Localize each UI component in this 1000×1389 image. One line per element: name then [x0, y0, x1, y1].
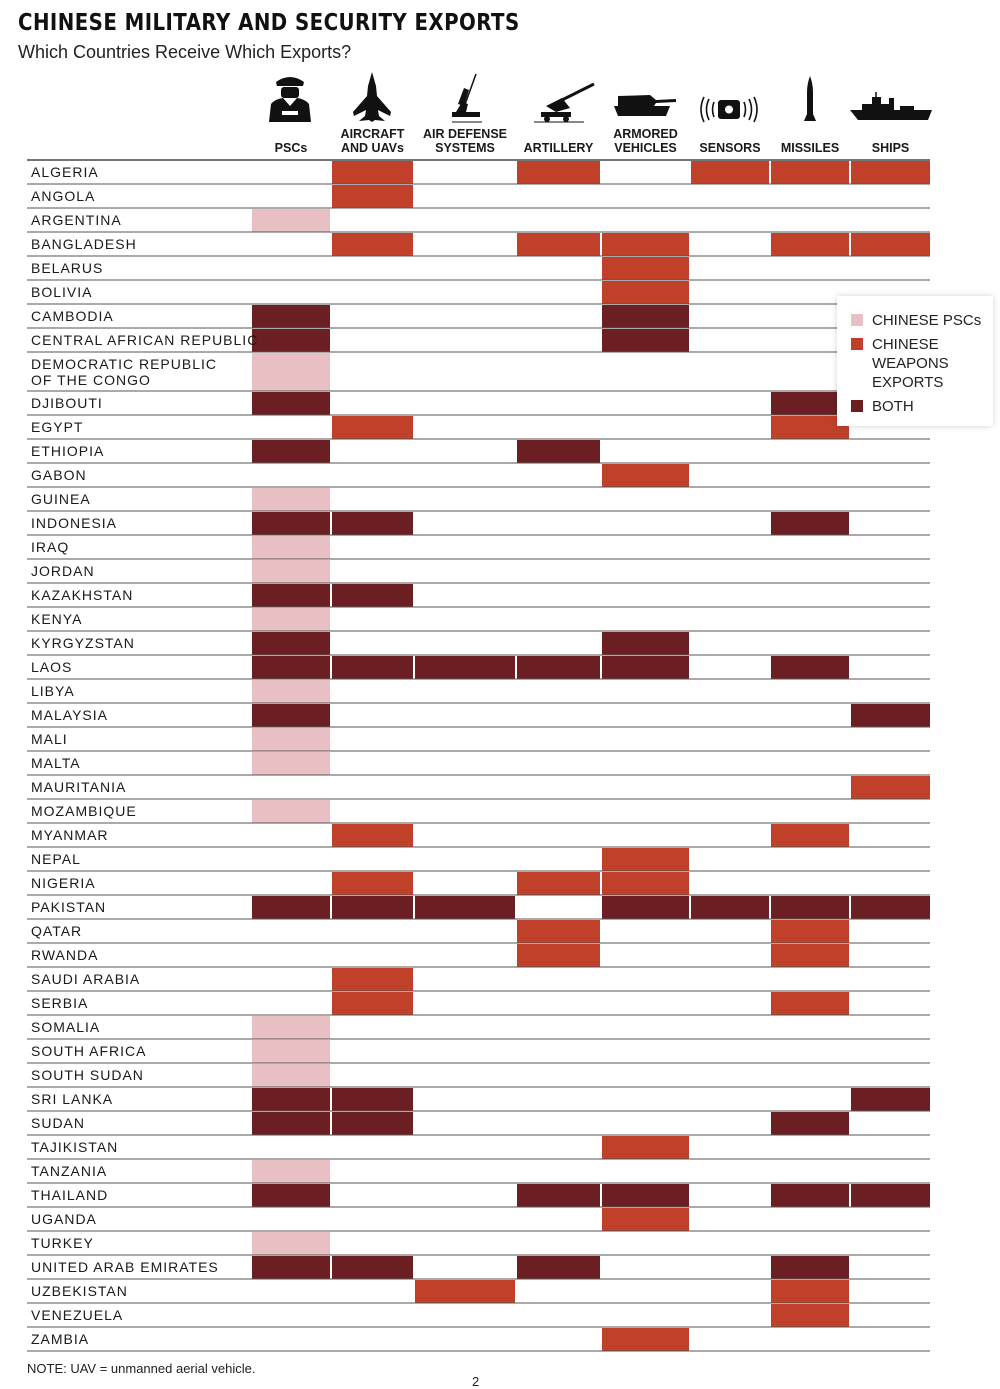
- column-label: SENSORS: [699, 141, 761, 155]
- row-label: MALI: [31, 731, 68, 747]
- soldier-icon: [269, 77, 311, 122]
- matrix-cell: [252, 608, 330, 631]
- matrix-cell: [332, 416, 413, 439]
- row-label: EGYPT: [31, 419, 84, 435]
- matrix-cell: [252, 1160, 330, 1183]
- legend-swatch-weapons: [851, 338, 863, 350]
- matrix-cell: [252, 560, 330, 583]
- row-label: SUDAN: [31, 1115, 86, 1131]
- matrix-cell: [252, 488, 330, 511]
- matrix-cell: [771, 824, 849, 847]
- matrix-cell: [851, 1088, 930, 1111]
- matrix-cell: [851, 233, 930, 256]
- matrix-cell: [602, 1208, 689, 1231]
- matrix-cell: [691, 896, 769, 919]
- matrix-cell: [332, 233, 413, 256]
- row-label: UZBEKISTAN: [31, 1283, 128, 1299]
- row-label: SAUDI ARABIA: [31, 971, 141, 987]
- matrix-cell: [771, 944, 849, 967]
- artillery-gun-icon: [534, 84, 594, 122]
- matrix-cell: [851, 896, 930, 919]
- column-label: AIRCRAFT AND UAVs: [340, 127, 405, 155]
- row-label: UNITED ARAB EMIRATES: [31, 1259, 219, 1275]
- row-label: LIBYA: [31, 683, 75, 699]
- matrix-cell: [602, 872, 689, 895]
- matrix-cell: [252, 1040, 330, 1063]
- matrix-cell: [252, 305, 330, 328]
- row-label: GUINEA: [31, 491, 91, 507]
- matrix-cell: [517, 161, 600, 184]
- legend-swatch-psc: [851, 314, 863, 326]
- matrix-cell: [851, 1184, 930, 1207]
- row-label: TANZANIA: [31, 1163, 108, 1179]
- row-label: CENTRAL AFRICAN REPUBLIC: [31, 332, 259, 348]
- matrix-cell: [252, 392, 330, 415]
- chart-title: CHINESE MILITARY AND SECURITY EXPORTS: [18, 10, 520, 36]
- row-label: KENYA: [31, 611, 83, 627]
- matrix-cell: [415, 656, 515, 679]
- matrix-cell: [332, 185, 413, 208]
- matrix-cell: [252, 1184, 330, 1207]
- matrix-cell: [517, 440, 600, 463]
- matrix-cell: [252, 1256, 330, 1279]
- matrix-cell: [332, 1088, 413, 1111]
- sensor-icon: [701, 97, 757, 122]
- matrix-cell: [252, 353, 330, 391]
- matrix-cell: [602, 848, 689, 871]
- matrix-cell: [602, 281, 689, 304]
- legend-label-weapons: CHINESE WEAPONS EXPORTS: [872, 336, 949, 391]
- matrix-cell: [332, 872, 413, 895]
- matrix-cell: [252, 632, 330, 655]
- row-label: BELARUS: [31, 260, 104, 276]
- column-label: MISSILES: [780, 141, 840, 155]
- matrix-cell: [771, 896, 849, 919]
- matrix-cell: [771, 1112, 849, 1135]
- column-label: PSCs: [274, 141, 308, 155]
- matrix-cell: [602, 464, 689, 487]
- matrix-cell: [517, 1256, 600, 1279]
- matrix-cell: [252, 1112, 330, 1135]
- row-label: MYANMAR: [31, 827, 109, 843]
- matrix-cell: [252, 512, 330, 535]
- matrix-cell: [252, 704, 330, 727]
- row-label: ALGERIA: [31, 164, 99, 180]
- matrix-cell: [332, 992, 413, 1015]
- row-label: ZAMBIA: [31, 1331, 90, 1347]
- column-label: ARMORED VEHICLES: [613, 127, 678, 155]
- matrix-cell: [771, 992, 849, 1015]
- matrix-cell: [517, 233, 600, 256]
- matrix-cell: [252, 896, 330, 919]
- column-label-layer: [275, 127, 910, 155]
- legend-label-both: BOTH: [872, 398, 914, 415]
- matrix-cell: [332, 512, 413, 535]
- matrix-cell: [771, 512, 849, 535]
- row-label-layer: [31, 164, 258, 1347]
- legend-swatch-both: [851, 400, 863, 412]
- row-label: RWANDA: [31, 947, 99, 963]
- row-label: DJIBOUTI: [31, 395, 103, 411]
- matrix-cell: [771, 233, 849, 256]
- matrix-cell: [252, 536, 330, 559]
- matrix-cell: [602, 1184, 689, 1207]
- row-label: THAILAND: [31, 1187, 109, 1203]
- row-label: MOZAMBIQUE: [31, 803, 137, 819]
- missile-launcher-icon: [452, 74, 482, 122]
- matrix-cell: [252, 209, 330, 232]
- matrix-cell: [771, 1184, 849, 1207]
- matrix-cell: [771, 1256, 849, 1279]
- column-label: AIR DEFENSE SYSTEMS: [422, 127, 508, 155]
- matrix-cell: [332, 656, 413, 679]
- matrix-cell: [252, 800, 330, 823]
- matrix-cell: [517, 656, 600, 679]
- matrix-cell: [771, 1280, 849, 1303]
- row-label: MALTA: [31, 755, 81, 771]
- chart-subtitle: Which Countries Receive Which Exports?: [18, 42, 352, 62]
- matrix-cell: [252, 1016, 330, 1039]
- matrix-cell: [602, 305, 689, 328]
- row-label: IRAQ: [31, 539, 70, 555]
- row-label: SRI LANKA: [31, 1091, 114, 1107]
- row-label: ARGENTINA: [31, 212, 122, 228]
- warship-icon: [850, 92, 932, 120]
- row-label: MAURITANIA: [31, 779, 127, 795]
- matrix-cell: [602, 1328, 689, 1351]
- matrix-cell: [602, 896, 689, 919]
- row-label: INDONESIA: [31, 515, 118, 531]
- row-label: SOMALIA: [31, 1019, 101, 1035]
- row-label: PAKISTAN: [31, 899, 107, 915]
- matrix-cell: [332, 896, 413, 919]
- legend-label-psc: CHINESE PSCs: [872, 312, 982, 329]
- matrix-cell: [517, 920, 600, 943]
- row-label: ANGOLA: [31, 188, 96, 204]
- matrix-cell: [691, 161, 769, 184]
- row-label: NEPAL: [31, 851, 81, 867]
- matrix-cell: [415, 1280, 515, 1303]
- matrix-cell: [332, 584, 413, 607]
- matrix-cell: [771, 920, 849, 943]
- matrix-cell: [602, 632, 689, 655]
- row-label: JORDAN: [31, 563, 95, 579]
- row-label: LAOS: [31, 659, 73, 675]
- row-label: UGANDA: [31, 1211, 97, 1227]
- matrix-cell: [602, 257, 689, 280]
- row-label: BOLIVIA: [31, 284, 93, 300]
- matrix-cell: [602, 1136, 689, 1159]
- row-label: SOUTH AFRICA: [31, 1043, 147, 1059]
- tank-icon: [614, 95, 676, 116]
- row-label: BANGLADESH: [31, 236, 137, 252]
- matrix-cell: [332, 968, 413, 991]
- row-label: CAMBODIA: [31, 308, 114, 324]
- matrix-cell: [771, 1304, 849, 1327]
- matrix-cell: [252, 752, 330, 775]
- matrix-cell: [602, 329, 689, 352]
- matrix-cell: [415, 896, 515, 919]
- fighter-jet-icon: [353, 72, 391, 122]
- matrix-cell: [517, 872, 600, 895]
- page-number: 2: [472, 1374, 480, 1389]
- missile-icon: [804, 76, 816, 121]
- matrix-cell: [517, 1184, 600, 1207]
- row-label: GABON: [31, 467, 87, 483]
- row-label: KAZAKHSTAN: [31, 587, 134, 603]
- matrix-cell: [252, 440, 330, 463]
- matrix-cell: [602, 233, 689, 256]
- footnote: NOTE: UAV = unmanned aerial vehicle.: [27, 1361, 256, 1376]
- row-label: TAJIKISTAN: [31, 1139, 119, 1155]
- matrix-cell: [252, 584, 330, 607]
- row-label: ETHIOPIA: [31, 443, 105, 459]
- matrix-cell: [771, 656, 849, 679]
- matrix-cell: [332, 824, 413, 847]
- column-label: SHIPS: [871, 141, 910, 155]
- matrix-cell: [252, 1088, 330, 1111]
- matrix-cell: [252, 1064, 330, 1087]
- matrix-cell: [851, 704, 930, 727]
- row-label: NIGERIA: [31, 875, 96, 891]
- matrix-cell: [517, 944, 600, 967]
- matrix-cell: [771, 161, 849, 184]
- matrix-cell: [332, 1256, 413, 1279]
- matrix-cell: [602, 656, 689, 679]
- legend: [837, 296, 993, 426]
- matrix-cell: [332, 161, 413, 184]
- matrix-cell: [252, 329, 330, 352]
- row-label: SOUTH SUDAN: [31, 1067, 144, 1083]
- row-label: DEMOCRATIC REPUBLIC OF THE CONGO: [31, 356, 217, 388]
- matrix-cell: [332, 1112, 413, 1135]
- row-label: TURKEY: [31, 1235, 94, 1251]
- row-label: KYRGYZSTAN: [31, 635, 135, 651]
- row-label: QATAR: [31, 923, 83, 939]
- matrix-cell: [851, 776, 930, 799]
- row-label: SERBIA: [31, 995, 89, 1011]
- row-label: VENEZUELA: [31, 1307, 124, 1323]
- matrix-cell: [252, 680, 330, 703]
- matrix-cell: [851, 161, 930, 184]
- matrix-cell: [252, 728, 330, 751]
- matrix-cell: [252, 1232, 330, 1255]
- matrix-cell: [252, 656, 330, 679]
- row-label: MALAYSIA: [31, 707, 108, 723]
- cell-layer: [252, 161, 930, 1351]
- column-label: ARTILLERY: [523, 141, 594, 155]
